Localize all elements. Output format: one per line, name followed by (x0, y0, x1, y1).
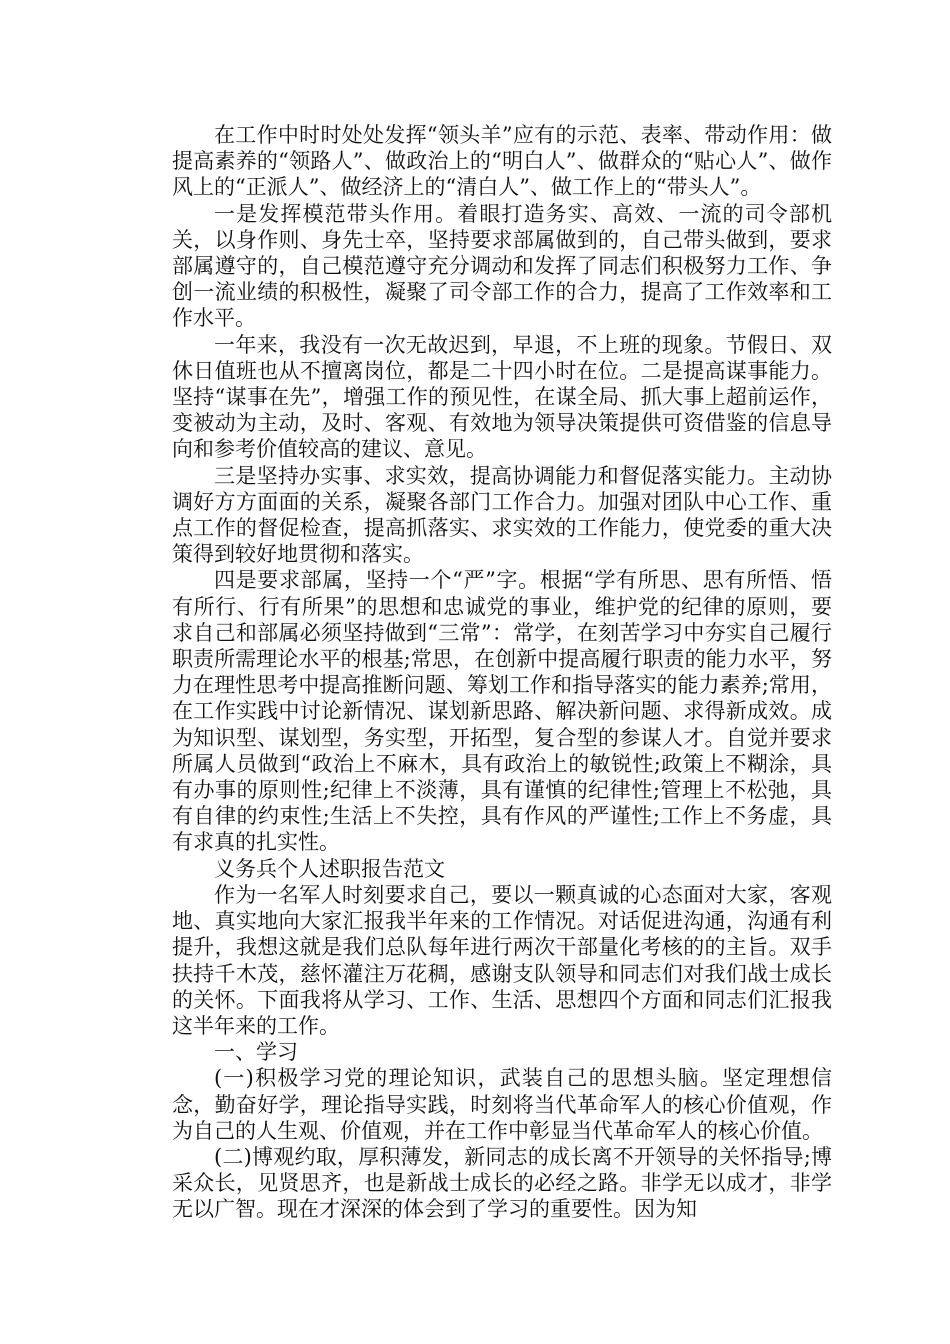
paragraph-10: (二)博观约取，厚积薄发，新同志的成长离不开领导的关怀指导;博采众长，见贤思齐，也是新战士成长的必经之路。非学无以成才，非学无以广智。现在才深深的体会到了学习的重要性。因为知 (172, 1144, 832, 1222)
paragraph-1: 在工作中时时处处发挥“领头羊”应有的示范、表率、带动作用：做提高素养的“领路人”、做政治上的“明白人”、做群众的“贴心人”、做作风上的“正派人”、做经济上的“清白人”、做工作上的“带头人”。 (172, 123, 832, 200)
paragraph-3: 一年来，我没有一次无故迟到，早退，不上班的现象。节假日、双休日值班也从不擅离岗位，都是二十四小时在位。二是提高谋事能力。坚持“谋事在先”，增强工作的预见性，在谋全局、抓大事上超前运作，变被动为主动，及时、客观、有效地为领导决策提供可资借鉴的信息导向和参考价值较高的建议、意见。 (172, 332, 832, 462)
section-title: 义务兵个人述职报告范文 (214, 856, 445, 881)
document-body (172, 122, 832, 1223)
paragraph-4: 三是坚持办实事、求实效，提高协调能力和督促落实能力。主动协调好方方面面的关系，凝聚各部门工作合力。加强对团队中心工作、重点工作的督促检查，提高抓落实、求实效的工作能力，使党委的重大决策得到较好地贯彻和落实。 (172, 463, 832, 567)
paragraph-5: 四是要求部属，坚持一个“严”字。根据“学有所思、思有所悟、悟有所行、行有所果”的思想和忠诚党的事业，维护党的纪律的原则，要求自己和部属必须坚持做到“三常”：常学，在刻苦学习中夯实自己履行职责所需理论水平的根基;常思，在创新中提高履行职责的能力水平，努力在理性思考中提高推断问题、筹划工作和指导落实的能力素养;常用，在工作实践中讨论新情况、谋划新思路、解决新问题、求得新成效。成为知识型、谋划型，务实型，开拓型，复合型的参谋人才。自觉并要求所属人员做到“政治上不麻木，具有政治上的敏锐性;政策上不糊涂，具有办事的原则性;纪律上不淡薄，具有谨慎的纪律性;管理上不松弛，具有自律的约束性;生活上不失控，具有作风的严谨性;工作上不务虚，具有求真的扎实性。 (172, 568, 832, 855)
paragraph-2: 一是发挥模范带头作用。着眼打造务实、高效、一流的司令部机关，以身作则、身先士卒，坚持要求部属做到的，自己带头做到，要求部属遵守的，自己模范遵守充分调动和发挥了同志们积极努力工作、争创一流业绩的积极性，凝聚了司令部工作的合力，提高了工作效率和工作水平。 (172, 201, 832, 331)
paragraph-7: 作为一名军人时刻要求自己，要以一颗真诚的心态面对大家，客观地、真实地向大家汇报我半年来的工作情况。对话促进沟通，沟通有利提升，我想这就是我们总队每年进行两次干部量化考核的的主旨。双手扶持千木茂，慈怀灌注万花稠，感谢支队领导和同志们对我们战士成长的关怀。下面我将从学习、工作、生活、思想四个方面和同志们汇报我这半年来的工作。 (172, 882, 832, 1038)
paragraph-9: (一)积极学习党的理论知识，武装自己的思想头脑。坚定理想信念，勤奋好学，理论指导实践，时刻将当代革命军人的核心价值观，作为自己的人生观、价值观，并在工作中彰显当代革命军人的核心价值。 (172, 1066, 832, 1143)
subsection-heading-study: 一、学习 (214, 1040, 298, 1065)
